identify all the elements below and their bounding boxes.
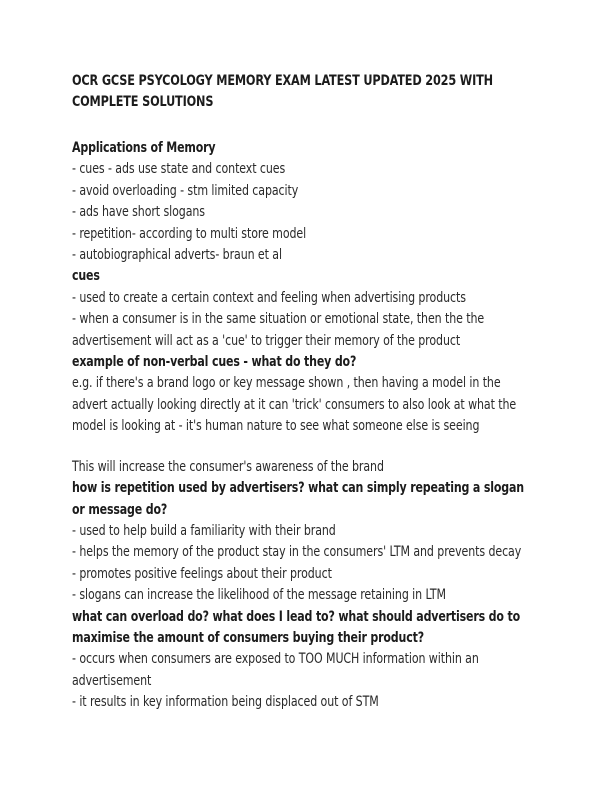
body-line: advert actually looking directly at it can 'trick' consumers to also look at what the — [72, 395, 517, 413]
body-line: - cues - ads use state and context cues — [72, 160, 286, 178]
title-line: COMPLETE SOLUTIONS — [72, 93, 214, 111]
body-line: - avoid overloading - stm limited capacity — [72, 181, 299, 199]
body-line: advertisement will act as a 'cue' to trigger their memory of the product — [72, 331, 461, 349]
body-line: - it results in key information being displaced out of STM — [72, 693, 379, 711]
paragraph-gap — [72, 437, 526, 456]
body-line: - when a consumer is in the same situation or emotional state, then the the — [72, 310, 485, 328]
section-heading: maximise the amount of consumers buying their product? — [72, 628, 424, 646]
body-line: - repetition- according to multi store model — [72, 224, 307, 242]
body-line: This will increase the consumer's awareness of the brand — [72, 457, 384, 475]
section-heading: what can overload do? what does I lead to? what should advertisers do to — [72, 607, 521, 625]
body-line: - slogans can increase the likelihood of the message retaining in LTM — [72, 586, 446, 604]
section-heading: or message do? — [72, 500, 168, 518]
title-line: OCR GCSE PSYCOLOGY MEMORY EXAM LATEST UPDATED 2025 WITH — [72, 72, 493, 89]
body-line: - used to create a certain context and feeling when advertising products — [72, 288, 466, 306]
body-line: - helps the memory of the product stay in the consumers' LTM and prevents decay — [72, 543, 522, 561]
body-line: - used to help build a familiarity with their brand — [72, 521, 336, 539]
section-heading: how is repetition used by advertisers? what can simply repeating a slogan — [72, 479, 524, 497]
section-heading: example of non-verbal cues - what do they do? — [72, 353, 357, 371]
document-title — [72, 70, 541, 113]
section-heading: Applications of Memory — [72, 139, 216, 156]
section-heading: cues — [72, 267, 100, 285]
body-line: - occurs when consumers are exposed to TOO MUCH information within an — [72, 650, 479, 668]
body-line: - autobiographical adverts- braun et al — [72, 246, 282, 264]
body-line: model is looking at - it's human nature to see what someone else is seeing — [72, 417, 480, 435]
document-body — [72, 137, 526, 713]
body-line: - ads have short slogans — [72, 203, 205, 221]
body-line: e.g. if there's a brand logo or key message shown , then having a model in the — [72, 374, 501, 392]
body-line: advertisement — [72, 671, 152, 689]
body-line: - promotes positive feelings about their product — [72, 564, 332, 582]
